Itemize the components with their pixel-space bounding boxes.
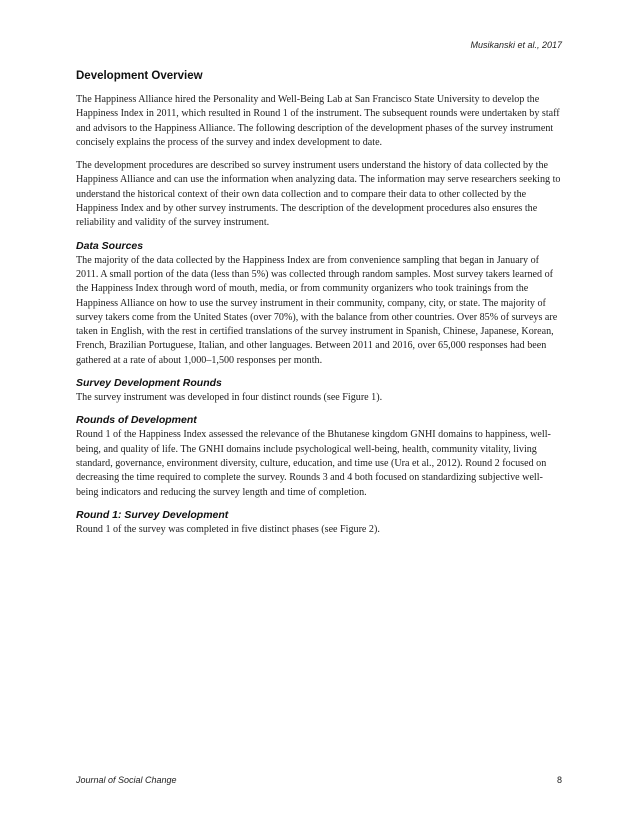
paragraph-procedures: The development procedures are described so survey instrument users understand the history of data collected by the Happiness Alliance and can use the information when analyzing data. The information may serve researchers seeking to understand the historical context of their own data collection and to compare their data to other collected by the Happiness Index and by other survey instruments. The description of the development procedures also ensures the reliability and validity of the survey instrument. bbox=[76, 160, 561, 229]
subheading-rounds-of-development: Rounds of Development bbox=[76, 414, 197, 427]
paragraph-survey-development-rounds: The survey instrument was developed in four distinct rounds (see Figure 1). bbox=[76, 392, 383, 404]
subheading-data-sources: Data Sources bbox=[76, 239, 144, 252]
subheading-survey-development-rounds: Survey Development Rounds bbox=[76, 377, 222, 390]
subheading-round1-survey-development: Round 1: Survey Development bbox=[76, 508, 229, 521]
paragraph-intro: The Happiness Alliance hired the Personality and Well-Being Lab at San Francisco State University to develop the Happiness Index in 2011, which resulted in Round 1 of the instrument. The subsequent rounds were undertaken by staff and advisors to the Happiness Alliance. The following description of the development phases of the survey instrument concisely explains the process of the survey and index development to date. bbox=[76, 94, 560, 148]
paragraph-data-sources: The majority of the data collected by the Happiness Index are from convenience sampling that began in January of 2011. A small portion of the data (less than 5%) was collected through random samples. Most survey takers learned of the Happiness Index through word of mouth, media, or from community organizers who took trainings from the Happiness Alliance on how to use the survey instrument in their community, company, city, or state. The majority of survey takers come from the United States (over 70%), with the balance from other countries. Over 85% of surveys are taken in English, with the rest in certified translations of the survey instrument in Spanish, Chinese, Japanese, Korean, French, Brazilian Portuguese, Italian, and other languages. Between 2011 and 2016, over 65,000 responses had been gathered at a rate of about 1,000–1,500 responses per month. bbox=[76, 254, 558, 366]
section-title: Development Overview bbox=[76, 70, 203, 82]
paragraph-round1-survey-development: Round 1 of the survey was completed in five distinct phases (see Figure 2). bbox=[76, 523, 380, 535]
footer-journal-name: Journal of Social Change bbox=[76, 775, 177, 785]
main-content bbox=[76, 70, 562, 546]
running-head: Musikanski et al., 2017 bbox=[470, 40, 562, 50]
footer-page-number: 8 bbox=[556, 775, 562, 785]
paragraph-rounds-of-development: Round 1 of the Happiness Index assessed the relevance of the Bhutanese kingdom GNHI domains to happiness, well-being, and quality of life. The GNHI domains include psychological well-being, health, community vitality, living standard, governance, environment diversity, culture, education, and time use (Ura et al., 2012). Round 2 focused on decreasing the time required to complete the survey. Rounds 3 and 4 both focused on standardizing subjective well-being indicators and reducing the survey length and time of completion. bbox=[76, 429, 551, 498]
